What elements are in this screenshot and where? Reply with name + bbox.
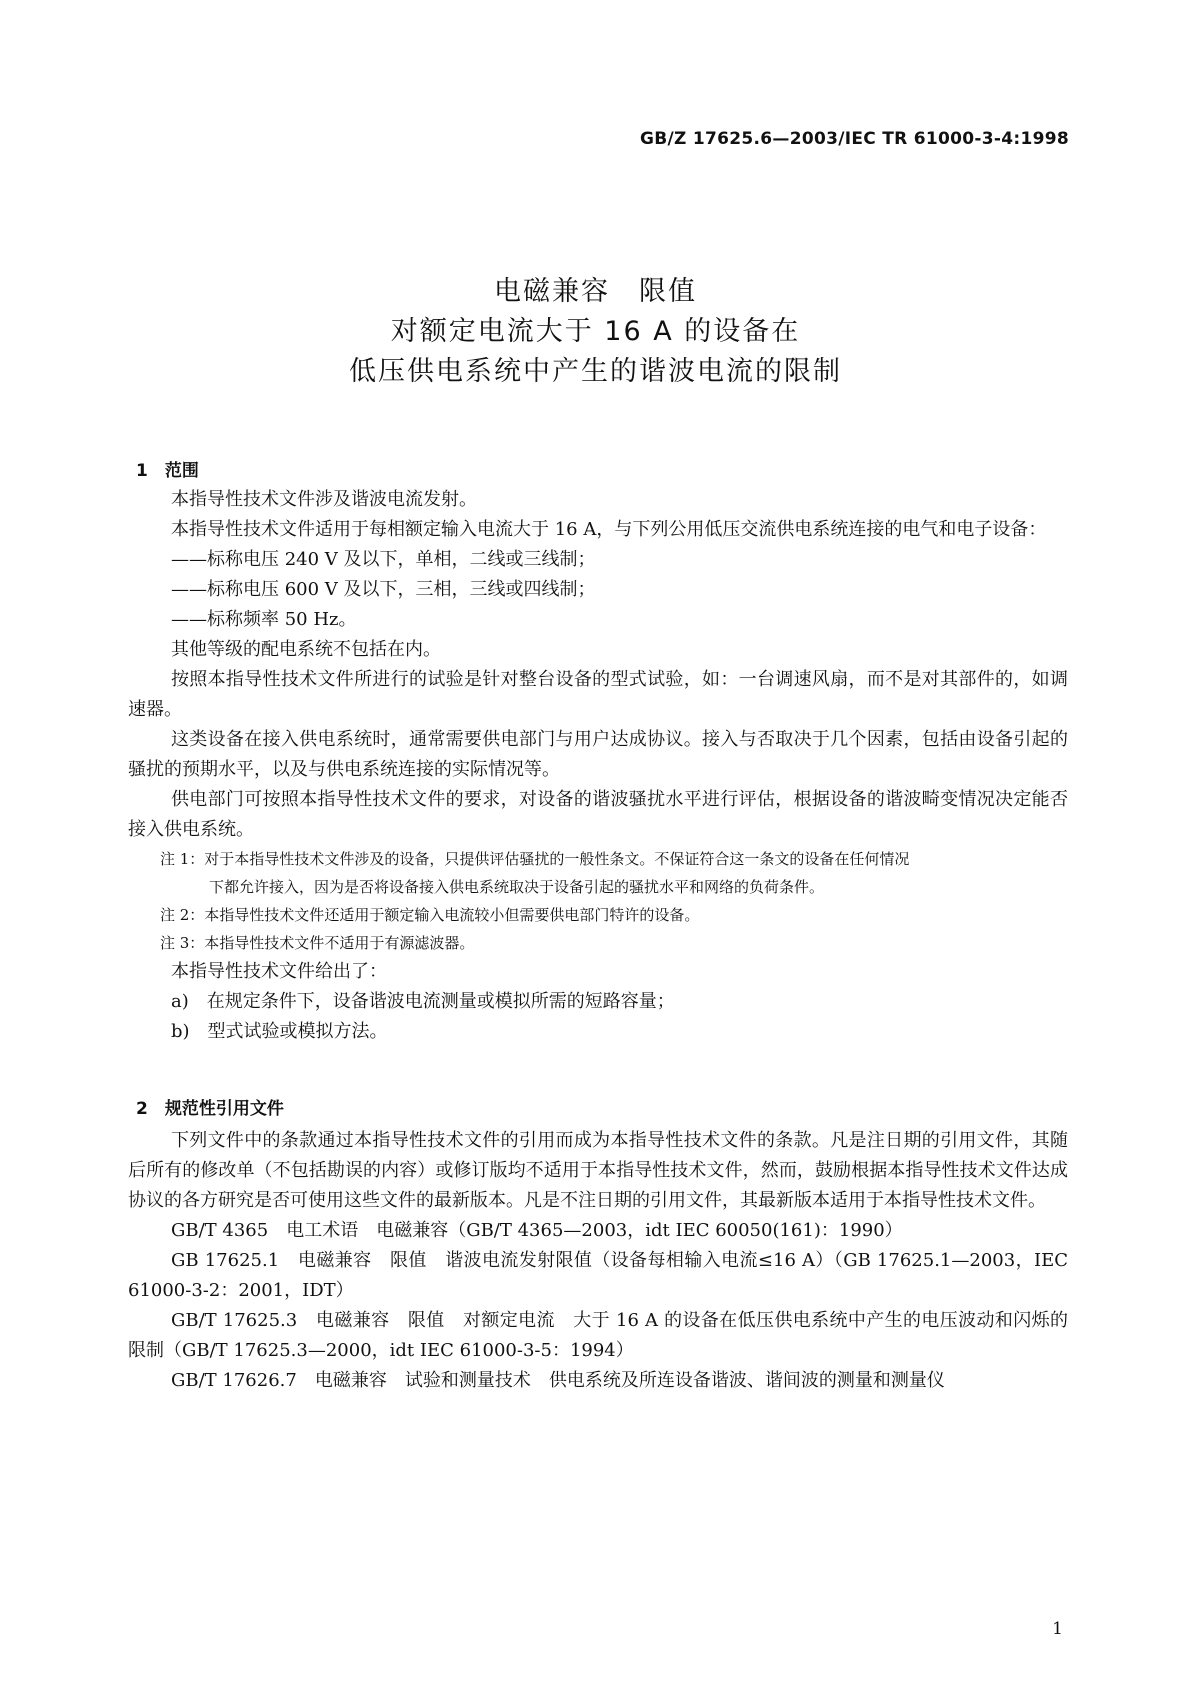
note-1: 注 1：对于本指导性技术文件涉及的设备，只提供评估骚扰的一般性条文。不保证符合这一条文的设备在任何情况 — [160, 850, 910, 868]
section-1-body — [128, 485, 1068, 1047]
reference-item: GB/T 17625.3 电磁兼容 限值 对额定电流 大于 16 A 的设备在低压供电系统中产生的电压波动和闪烁的限制（GB/T 17625.3—2000，idt IEC 61000-3-5：1994） — [128, 1310, 1068, 1361]
title-line-3: 低压供电系统中产生的谐波电流的限制 — [349, 356, 842, 387]
reference-item: GB 17625.1 电磁兼容 限值 谐波电流发射限值（设备每相输入电流≤16 A）（GB 17625.1—2003，IEC 61000-3-2：2001，IDT） — [128, 1250, 1068, 1301]
section-2-heading: 2 规范性引用文件 — [136, 1099, 284, 1119]
reference-item: GB/T 17626.7 电磁兼容 试验和测量技术 供电系统及所连设备谐波、谐间波的测量和测量仪 — [171, 1370, 945, 1391]
list-item: b) 型式试验或模拟方法。 — [171, 1021, 388, 1042]
paragraph: 按照本指导性技术文件所进行的试验是针对整台设备的型式试验，如：一台调速风扇，而不是对其部件的，如调速器。 — [128, 669, 1068, 720]
list-item: a) 在规定条件下，设备谐波电流测量或模拟所需的短路容量； — [171, 991, 675, 1012]
note-2: 注 2：本指导性技术文件还适用于额定输入电流较小但需要供电部门特许的设备。 — [160, 906, 700, 924]
paragraph: 这类设备在接入供电系统时，通常需要供电部门与用户达成协议。接入与否取决于几个因素，包括由设备引起的骚扰的预期水平，以及与供电系统连接的实际情况等。 — [128, 729, 1068, 780]
paragraph: 其他等级的配电系统不包括在内。 — [171, 639, 441, 660]
paragraph: 下列文件中的条款通过本指导性技术文件的引用而成为本指导性技术文件的条款。凡是注日期的引用文件，其随后所有的修改单（不包括勘误的内容）或修订版均不适用于本指导性技术文件，然而，鼓励根据本指导性技术文件达成协议的各方研究是否可使用这些文件的最新版本。凡是不注日期的引用文件，其最新版本适用于本指导性技术文件。 — [128, 1130, 1068, 1211]
title-line-1: 电磁兼容 限值 — [494, 276, 697, 307]
paragraph: 本指导性技术文件给出了： — [171, 961, 387, 982]
list-item: ——标称电压 240 V 及以下，单相，二线或三线制； — [171, 549, 596, 570]
page-number: 1 — [1052, 1619, 1063, 1639]
note-3: 注 3：本指导性技术文件不适用于有源滤波器。 — [160, 934, 475, 952]
note-1-continuation: 下都允许接入，因为是否将设备接入供电系统取决于设备引起的骚扰水平和网络的负荷条件。 — [209, 878, 825, 896]
reference-item: GB/T 4365 电工术语 电磁兼容（GB/T 4365—2003，idt IEC 60050(161)：1990） — [171, 1220, 903, 1241]
title-line-2: 对额定电流大于 16 A 的设备在 — [390, 316, 801, 347]
section-2-body — [128, 1126, 1068, 1396]
paragraph: 本指导性技术文件涉及谐波电流发射。 — [171, 489, 477, 510]
paragraph: 本指导性技术文件适用于每相额定输入电流大于 16 A，与下列公用低压交流供电系统连接的电气和电子设备： — [171, 519, 1047, 540]
list-item: ——标称电压 600 V 及以下，三相，三线或四线制； — [171, 579, 596, 600]
standard-number: GB/Z 17625.6—2003/IEC TR 61000-3-4:1998 — [640, 129, 1069, 149]
list-item: ——标称频率 50 Hz。 — [171, 609, 357, 630]
section-1-heading: 1 范围 — [136, 461, 199, 481]
document-title — [0, 272, 1191, 392]
paragraph: 供电部门可按照本指导性技术文件的要求，对设备的谐波骚扰水平进行评估，根据设备的谐波畸变情况决定能否接入供电系统。 — [128, 789, 1068, 840]
